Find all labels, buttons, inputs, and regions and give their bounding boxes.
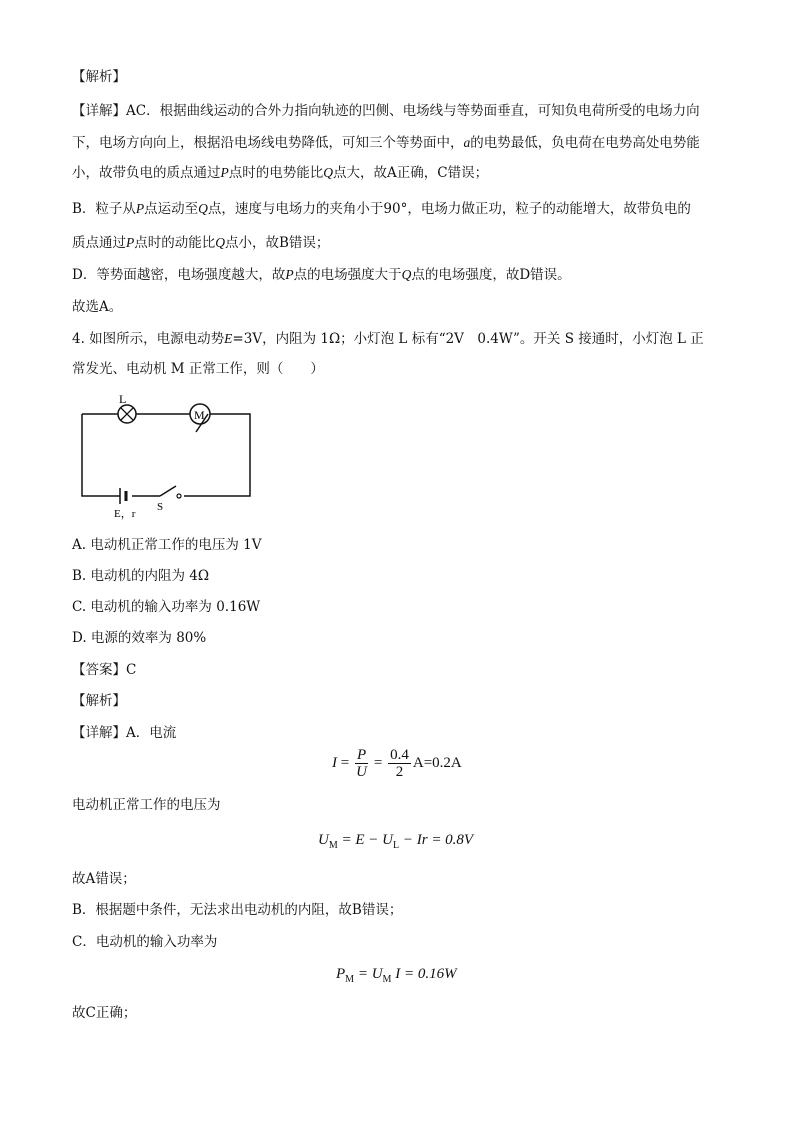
c-right-line: 故C正确； — [72, 1005, 137, 1021]
option-c: C. 电动机的输入功率为 0.16W — [72, 599, 261, 615]
c-line: C．电动机的输入功率为 — [72, 934, 218, 950]
option-a: A. 电动机正常工作的电压为 1V — [72, 537, 262, 553]
option-b: B. 电动机的内阻为 4Ω — [72, 568, 210, 584]
b-line: B．根据题中条件，无法求出电动机的内阻，故B错误； — [72, 902, 403, 918]
a-wrong-line: 故A错误； — [72, 871, 136, 887]
choose-a-line: 故选A。 — [72, 299, 123, 315]
detail-line-5: 质点通过P点时的动能比Q点小，故B错误； — [72, 235, 330, 251]
motor-voltage-line: 电动机正常工作的电压为 — [72, 797, 221, 813]
formula-motor-voltage: $U_M = E - U_L - Ir = 0.8V$ — [318, 832, 474, 851]
question-4-line-1: 4. 如图所示，电源电动势E=3V，内阻为 1Ω；小灯泡 L 标有“2V 0.4W”。开关 S 接通时，小灯泡 L 正 — [72, 331, 704, 347]
motor-label: M — [194, 408, 205, 422]
fraction-p-over-u: $\frac{P}{U}$ — [356, 747, 367, 780]
question-4-line-2: 常发光、电动机 M 正常工作，则（ ） — [72, 361, 324, 377]
answer-line: 【答案】C — [72, 662, 137, 678]
formula-input-power: $P_M = U_M$ I = 0.16W — [336, 966, 457, 985]
circuit-diagram — [74, 392, 264, 522]
fraction-values: $\frac{0.4}{2}$ — [390, 747, 409, 780]
option-d: D. 电源的效率为 80% — [72, 630, 207, 646]
formula-current: I = $\frac{P}{U}$ = $\frac{0.4}{2}$ A=0.2A — [332, 747, 462, 780]
detail-line-6: D．等势面越密，电场强度越大，故P点的电场强度大于Q点的电场强度，故D错误。 — [72, 267, 571, 283]
battery-symbol — [120, 488, 126, 504]
detail-line-4: B．粒子从P点运动至Q点，速度与电场力的夹角小于90°，电场力做正功，粒子的动能增大，故带负电的 — [72, 201, 691, 217]
switch-symbol — [160, 486, 181, 498]
lamp-label: L — [119, 392, 127, 406]
source-label: E，r — [114, 508, 136, 520]
detail-a-line: 【详解】A．电流 — [72, 725, 177, 741]
analysis-heading: 【解析】 — [72, 693, 126, 709]
lamp-symbol — [118, 405, 136, 423]
detail-line-2: 下，电场方向向上，根据沿电场线电势降低，可知三个等势面中，a的电势最低，负电荷在电势高处电势能 — [72, 135, 700, 151]
detail-line-3: 小，故带负电的质点通过P点时的电势能比Q点大，故A正确，C错误； — [72, 165, 489, 181]
detail-line-1: 【详解】AC．根据曲线运动的合外力指向轨迹的凹侧、电场线与等势面垂直，可知负电荷所受的电场力向 — [72, 103, 700, 119]
switch-label: S — [157, 501, 164, 513]
section-analysis-heading: 【解析】 — [72, 69, 126, 85]
